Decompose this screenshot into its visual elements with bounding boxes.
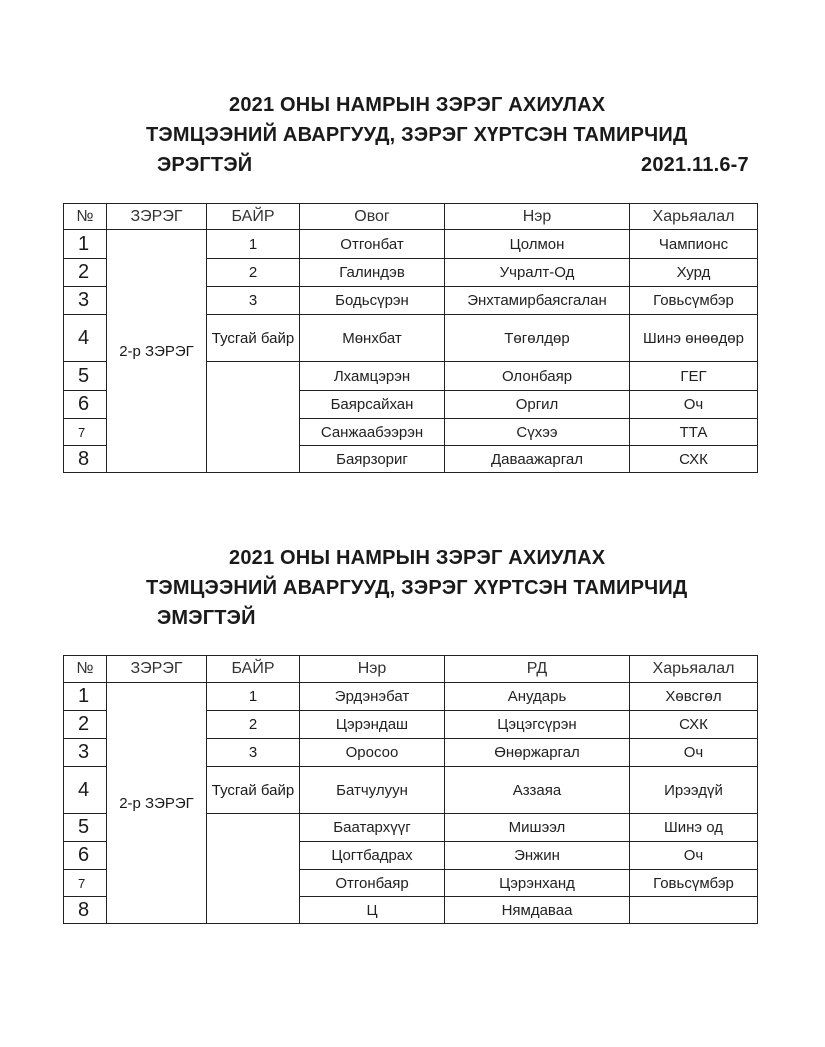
club-cell: Оч [630,739,758,767]
name-cell: Энхтамирбаясгалан [445,287,630,315]
surname-cell: Лхамцэрэн [300,362,445,391]
women-title-line1: 2021 ОНЫ НАМРЫН ЗЭРЭГ АХИУЛАХ [229,547,606,569]
place-cell: 2 [207,711,300,739]
table-header-row [64,204,758,230]
club-cell: Шинэ од [630,814,758,842]
club-cell: Говьсүмбэр [630,870,758,897]
club-cell: Ирээдүй [630,767,758,814]
id-cell: Цэрэнханд [445,870,630,897]
id-cell: Нямдаваа [445,897,630,924]
row-number: 3 [64,739,107,767]
row-number: 6 [64,391,107,419]
club-cell: ГЕГ [630,362,758,391]
header-name: Нэр [300,656,445,683]
place-cell: Тусгай байр [207,315,300,362]
club-cell: Чампионс [630,230,758,259]
table-row [64,230,758,259]
name-cell: Учралт-Од [445,259,630,287]
club-cell: Говьсүмбэр [630,287,758,315]
surname-cell: Баярсайхан [300,391,445,419]
men-date: 2021.11.6-7 [641,154,749,176]
club-cell: Хурд [630,259,758,287]
women-title-line2: ТЭМЦЭЭНИЙ АВАРГУУД, ЗЭРЭГ ХҮРТСЭН ТАМИРЧИД [146,577,688,599]
club-cell: ТТА [630,419,758,446]
row-number: 5 [64,814,107,842]
club-cell: Оч [630,391,758,419]
header-club: Харьяалал [630,204,758,230]
grade-cell: 2-р ЗЭРЭГ [107,683,207,924]
name-cell: Оросоо [300,739,445,767]
club-cell: Хөвсгөл [630,683,758,711]
surname-cell: Галиндэв [300,259,445,287]
row-number: 8 [64,446,107,473]
table-header-row [64,656,758,683]
place-cell: 3 [207,287,300,315]
name-cell: Цогтбадрах [300,842,445,870]
row-number: 4 [64,767,107,814]
women-results-table [63,655,758,924]
place-cell: 3 [207,739,300,767]
row-number: 5 [64,362,107,391]
name-cell: Сүхээ [445,419,630,446]
table-row [64,683,758,711]
row-number: 1 [64,683,107,711]
place-cell: Тусгай байр [207,767,300,814]
name-cell: Цэрэндаш [300,711,445,739]
header-place: БАЙР [207,656,300,683]
header-number: № [64,656,107,683]
place-cell: 1 [207,683,300,711]
name-cell: Олонбаяр [445,362,630,391]
name-cell: Ц [300,897,445,924]
surname-cell: Отгонбат [300,230,445,259]
name-cell: Төгөлдөр [445,315,630,362]
men-title-line1: 2021 ОНЫ НАМРЫН ЗЭРЭГ АХИУЛАХ [229,94,606,116]
header-number: № [64,204,107,230]
row-number: 1 [64,230,107,259]
surname-cell: Мөнхбат [300,315,445,362]
name-cell: Оргил [445,391,630,419]
surname-cell: Санжаабээрэн [300,419,445,446]
club-cell: Оч [630,842,758,870]
id-cell: Өнөржаргал [445,739,630,767]
club-cell: Шинэ өнөөдөр [630,315,758,362]
id-cell: Цэцэгсүрэн [445,711,630,739]
row-number: 7 [64,419,107,446]
row-number: 2 [64,711,107,739]
grade-cell: 2-р ЗЭРЭГ [107,230,207,473]
id-cell: Анударь [445,683,630,711]
place-cell-empty [207,362,300,473]
place-cell-empty [207,814,300,924]
place-cell: 2 [207,259,300,287]
id-cell: Аззаяа [445,767,630,814]
row-number: 4 [64,315,107,362]
header-surname: Овог [300,204,445,230]
men-title-line2: ТЭМЦЭЭНИЙ АВАРГУУД, ЗЭРЭГ ХҮРТСЭН ТАМИРЧИД [146,124,688,146]
name-cell: Цолмон [445,230,630,259]
men-gender-label: ЭРЭГТЭЙ [157,154,253,176]
row-number: 8 [64,897,107,924]
row-number: 3 [64,287,107,315]
club-cell [630,897,758,924]
club-cell: СХК [630,711,758,739]
men-results-table [63,203,758,473]
surname-cell: Баярзориг [300,446,445,473]
women-gender-label: ЭМЭГТЭЙ [157,607,256,629]
row-number: 7 [64,870,107,897]
header-grade: ЗЭРЭГ [107,656,207,683]
name-cell: Батчулуун [300,767,445,814]
id-cell: Мишээл [445,814,630,842]
header-place: БАЙР [207,204,300,230]
row-number: 2 [64,259,107,287]
header-id: РД [445,656,630,683]
name-cell: Даваажаргал [445,446,630,473]
header-club: Харьяалал [630,656,758,683]
id-cell: Энжин [445,842,630,870]
row-number: 6 [64,842,107,870]
club-cell: СХК [630,446,758,473]
name-cell: Отгонбаяр [300,870,445,897]
name-cell: Баатархүүг [300,814,445,842]
header-grade: ЗЭРЭГ [107,204,207,230]
surname-cell: Бодьсүрэн [300,287,445,315]
place-cell: 1 [207,230,300,259]
header-name: Нэр [445,204,630,230]
name-cell: Эрдэнэбат [300,683,445,711]
